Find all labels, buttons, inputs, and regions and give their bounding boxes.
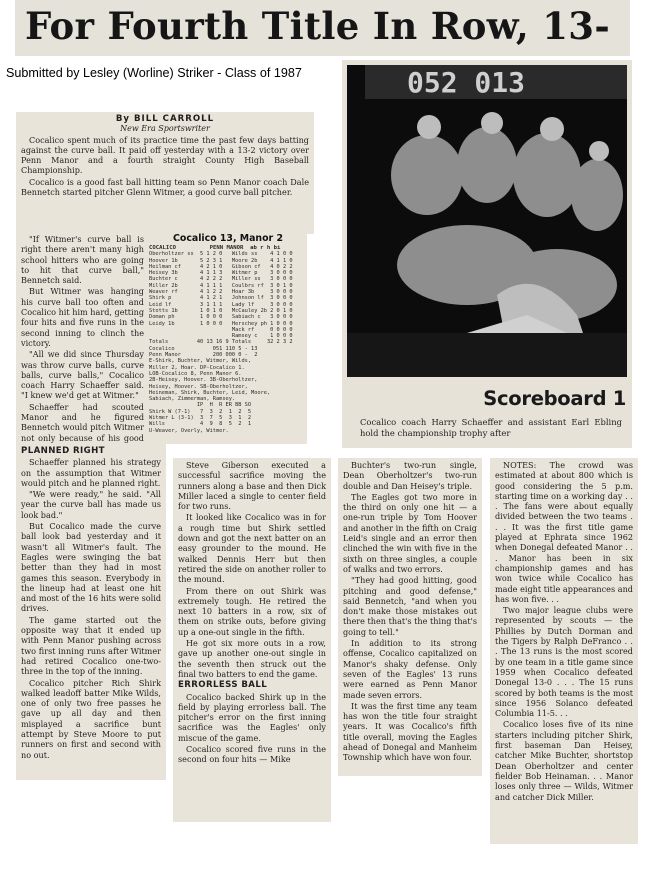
box-score-row: Wills 4 9 8 5 2 1 [149,421,252,428]
box-score-row: Heisey 3b 4 1 1 3 Witmer p 3 0 0 0 [149,270,293,277]
article-column-1-bottom [16,444,166,780]
subhead-errorless-ball: ERRORLESS BALL [178,680,268,691]
box-score-row: Miller 2b 4 1 1 1 Coulbrs rf 3 0 1 0 [149,282,293,289]
box-score-row: Shirk p 4 1 2 1 Johnson lf 3 0 0 0 [149,295,293,302]
paragraph: It was the first time any team has won the title four straight years. It was Cocalico's fifth title overall, moving the Eagles ahead of Donegal and Manheim Township which have won four. [343,700,477,763]
paragraph: Two major league clubs were represented by scouts — the Phillies by Dutch Dorman and the Tigers by Ralph DeFranco . . . The 13 runs is the most scored by one team in a title game since 1959 when Cocalico defeated Donegal 13-0 . . . The 15 runs scored by both teams is the most since 1956 Solanco defeated Columbia 11-5. . . [495,605,633,719]
box-score-row: Miller 2, Hoar. DP-Cocalico 1. [149,364,245,371]
paragraph: In addition to its strong offense, Cocalico capitalized on Manor's shaky defense. Only seven of the Eagles' 13 runs were earned as Penn Manor made seven errors. [343,638,477,700]
byline-author: By BILL CARROLL [115,114,215,124]
paragraph: But Cocalico made the curve ball look bad yesterday and it wasn't all Witmer's fault. The Eagles were swinging the bat better than they had in most games this season. Everybody in the lineup had at least one hit and most of the 16 hits were solid drives. [21,521,161,614]
box-score-row: Witmer L (3-1) 3 7 5 3 1 2 [149,415,252,422]
paragraph: Cocalico scored five runs in the second on four hits — Mike [178,744,326,765]
article-column-4 [490,458,638,844]
paragraph: Cocalico loses five of its nine starters including pitcher Shirk, first baseman Dan Heisey, catcher Mike Buchter, shortstop Dean Oberholtzer and center fielder Bob Heinaman. . . Manor loses only three — Wilds, Witmer and catcher Dick Miller. [495,719,633,802]
article-column-3 [338,458,482,776]
box-score-row: Weaver rf 4 1 2 2 Hoar 3b 3 0 0 0 [149,289,293,296]
paragraph: Schaeffer had scouted Manor and he figured Bennetch would pitch Witmer not only because of his good [21,401,144,443]
paragraph: Cocalico pitcher Rich Shirk walked leadoff batter Mike Wilds, one of only two free passes he gave up all day and then misplayed a sacrifice bunt attempt by Steve Moore to put runners on first and second with no out. [21,677,161,760]
paragraph: Schaeffer planned his strategy on the assumption that Witmer would pitch and he planned right. [21,457,161,488]
byline-role: New Era Sportswriter [120,124,210,134]
submitted-by-note: Submitted by Lesley (Worline) Striker - Class of 1987 [6,66,302,80]
paragraph: "If Witmer's curve ball is right there aren't many high school hitters who are going to hit that curve ball," Bennetch said. [21,234,144,286]
box-score-row: Penn Manor 200 000 0 - 2 [149,352,258,359]
paragraph: Buchter's two-run single, Dean Oberholtzer's two-run double and Dan Heisey's triple. [343,460,477,491]
box-score-row: Mack rf 0 0 0 0 [149,326,293,333]
paragraph: But Witmer was hanging his curve ball too often and Cocalico hit him hard, getting four hits and five runs in the second inning to clinch the victory. [21,286,144,348]
box-score-row: 2B-Heisey, Hoover. 3B-Oberholtzer, [149,377,258,384]
box-score-row: Heilman cf 4 2 1 0 Gibson cf 4 0 2 2 [149,263,293,270]
paragraph: "They had good hitting, good pitching and good defense," said Bennetch, "and when you don't make those mistakes out there then that's the thing that's going to tell." [343,575,477,637]
box-score [149,232,307,444]
box-score-team-right: PENN MANOR [209,245,244,251]
scoreboard-digits: 052 013 [407,66,526,99]
box-score-row: Doman ph 1 0 0 0 Sabiach c 3 0 0 0 [149,314,293,321]
box-score-row: Leidy 1b 1 0 0 0 Herschey ph 1 0 0 0 [149,320,293,327]
photo-caption: Cocalico coach Harry Schaeffer and assistant Earl Ebling hold the championship trophy after [360,417,622,438]
box-score-team-left: COCALICO [149,245,176,251]
box-score-row: Stotts 1b 1 0 1 0 McCauley 2b 2 0 1 0 [149,307,293,314]
box-score-row: Buchter c 4 2 2 2 Miller ss 3 0 0 0 [149,276,293,283]
paragraph: "All we did since Thursday was throw curve balls, curve balls, curve balls," Cocalico coach Harry Schaeffer said. "I knew we'd get at Witmer." [21,349,144,401]
box-score-row: IP H R ER BB SO [149,402,252,409]
box-score-row: E-Shirk, Buchter, Witmer, Wilds, [149,358,252,365]
paragraph: He got six more outs in a row, gave up another one-out single in the seventh then struck out the final two batters to end the game. [178,638,326,679]
headline-text: For Fourth Title In Row, 13- [25,4,611,48]
box-score-row: Hoover 1b 5 2 3 1 Moore 2b 4 1 1 0 [149,257,293,264]
box-score-row: Leid lf 3 1 1 1 Lady lf 3 0 0 0 [149,301,293,308]
box-score-row: Sabiach, Zimmerman, Ramsey. [149,396,236,403]
paragraph: Cocalico spent much of its practice time the past few days batting against the curve ball. It paid off yesterday with a 13-2 victory over Penn Manor and a fourth straight County High Baseball Championship. [21,134,309,176]
paragraph: NOTES: The crowd was estimated at about 800 which is good considering the 5 p.m. starting time on a working day . . . The fans were about equally divided between the two teams . . . It was the first title game played at Ephrata since 1962 when Donegal defeated Manor . . . Manor has been in six championship games and has won twice while Cocalico has made eight title appearances and has won five. . . [495,460,633,604]
box-score-row: Heineman, Shirk, Buchter, Leid, Moore, [149,389,271,396]
paragraph: It looked like Cocalico was in for a rough time but Shirk settled down and got the next batter on an easy grounder to the mound. He walked Dennis Herr but then retired the side on another roller to the mound. [178,512,326,585]
headline-clipping [15,0,630,56]
box-score-columns: ab r h bi [250,245,281,251]
team-photo [347,65,627,377]
box-score-row: Ramsey c 1 0 0 0 [149,333,293,340]
box-score-row: Heisey, Hoover. SB-Oberholtzer, [149,383,248,390]
box-score-title: Cocalico 13, Manor 2 [173,233,283,244]
paragraph: Cocalico backed Shirk up in the field by playing errorless ball. The pitcher's error on the first inning sacrifice was the Eagles' only miscue of the game. [178,691,326,743]
subhead-planned-right: PLANNED RIGHT [21,446,105,456]
byline [21,114,309,135]
paragraph: The game started out the opposite way that it ended up with Penn Manor pushing across two first inning runs after Witmer had retired Cocalico one-two-three in the top of the inning. [21,614,161,677]
box-score-row: U-Weaver, Overly, Witmer. [149,427,229,434]
box-score-row: Totals 40 13 16 9 Totals 32 2 3 2 [149,339,293,346]
article-column-2 [173,458,331,822]
box-score-row: LOB-Cocalico 8, Penn Manor 6. [149,370,242,377]
photo-label: Scoreboard 1 [483,387,626,410]
box-score-row: Oberholtzer ss 5 1 2 0 Wilds ss 4 1 0 0 [149,251,293,258]
box-score-row: Cocalico 051 110 5 - 13 [149,345,258,352]
box-score-rows [149,251,307,434]
paragraph: Cocalico is a good fast ball hitting team so Penn Manor coach Dale Bennetch started pitcher Glenn Witmer, a good curve ball pitcher. [21,176,309,198]
article-column-1-narrow [16,232,149,444]
paragraph: "We were ready," he said. "All year the curve ball has made us look bad." [21,489,161,520]
paragraph: From there on out Shirk was extremely tough. He retired the next 10 batters in a row, six of them on strike outs, before giving up a one-out single in the fifth. [178,585,326,637]
paragraph: The Eagles got two more in the third on only one hit — a one-run triple by Tom Hoover and another in the fifth on Craig Leid's single and an error then clinched the win with five in the sixth on three singles, a couple of walks and two errors. [343,491,477,574]
article-column-1-top [16,112,314,234]
photo-clipping [342,60,632,448]
box-score-row: Shirk W (7-1) 7 3 2 1 2 5 [149,408,252,415]
paragraph: Steve Giberson executed a successful sacrifice moving the runners along a base and then Dick Miller laced a single to center field for two runs. [178,460,326,512]
